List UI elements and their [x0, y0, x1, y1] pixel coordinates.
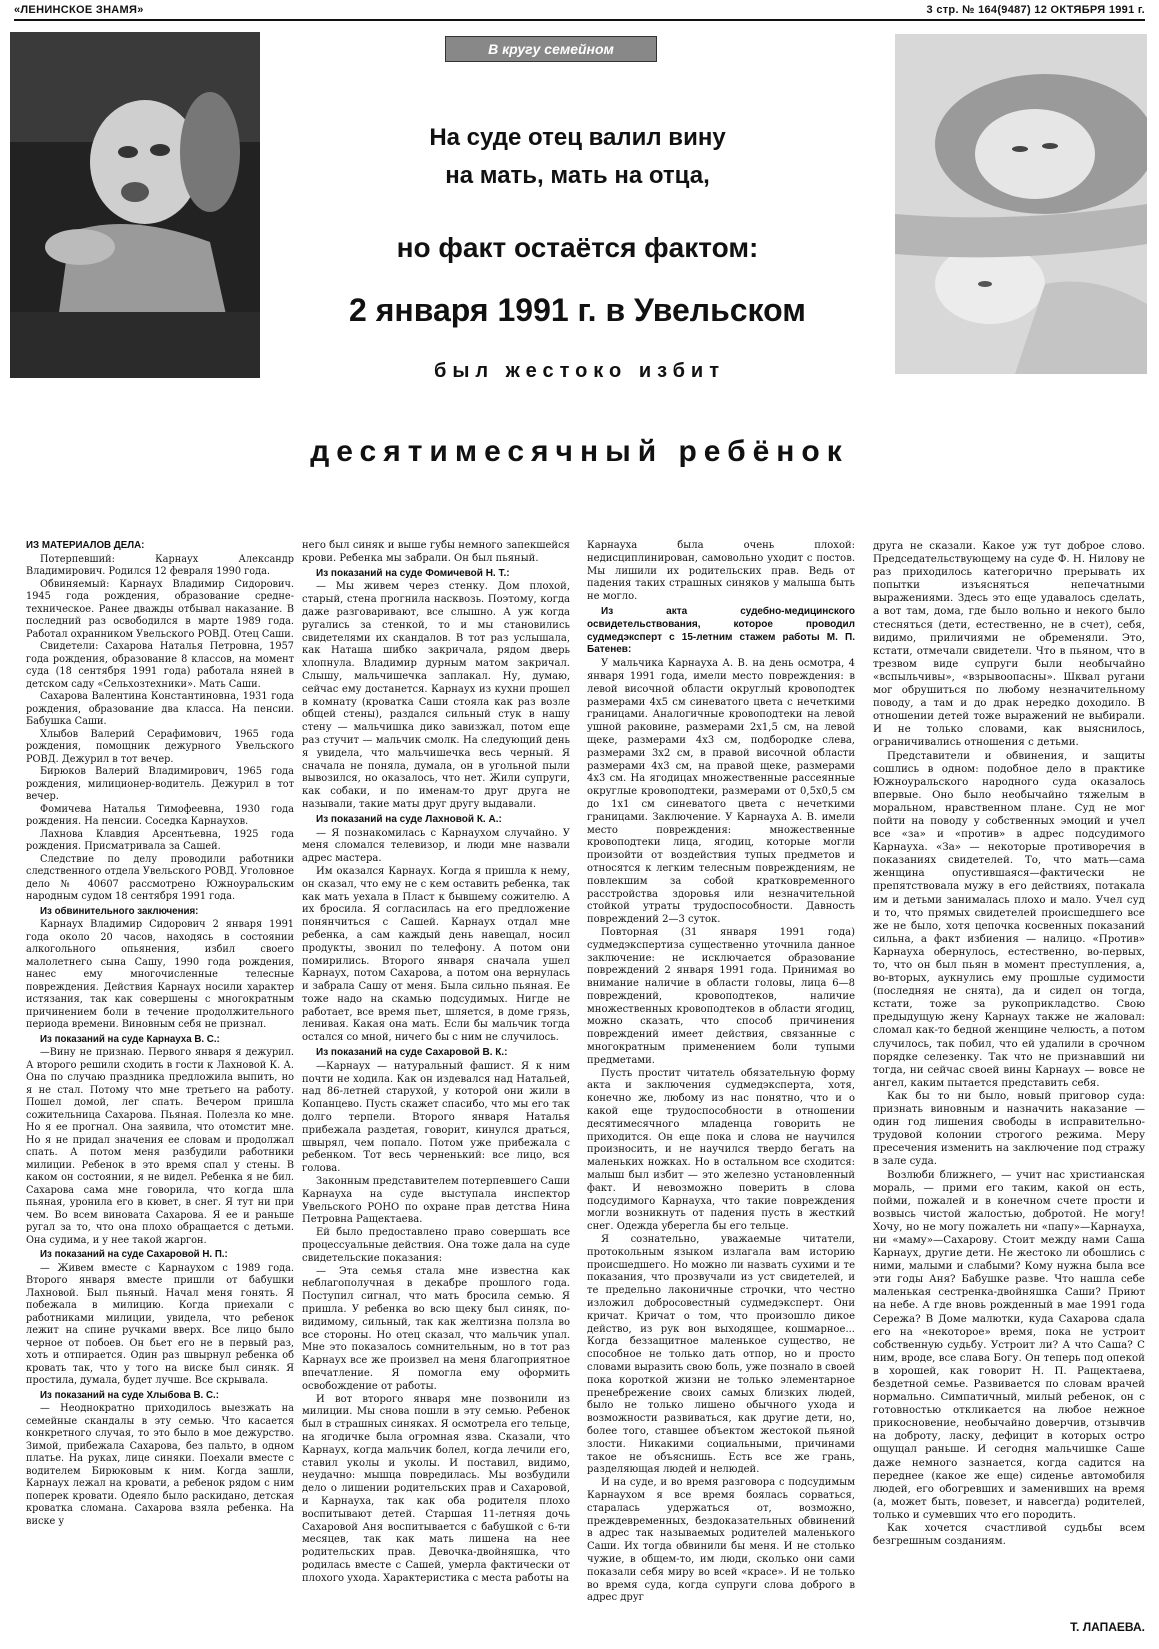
headline-line-5: был жестоко избит: [433, 360, 726, 382]
section-heading: Из показаний на суде Хлыбова В. С.:: [40, 1389, 219, 1401]
paragraph: Как хочется счастливой судьбы всем безгрешным созданиям.: [873, 1522, 1145, 1548]
paragraph: Пусть простит читатель обязательную форму акта и заключения судмедэксперта, хотя, конечно же, любому из нас понятно, что и о какой еще трудоспособности в отношении десятимесячного младенца говорить не приходится. Он еще пока и слова не научился произносить, и не научился твердо бегать на маленьких ножках. Но в остальном все сходится: малыш был избит — это железно установленный факт. И невозможно поверить в слова подсудимого Карнауха, что такие повреждения могли возникнуть от падения пусть в жесткий снег. Одежда уберегла бы его тельце.: [587, 1067, 855, 1233]
masthead: [14, 4, 1145, 20]
paragraph: — Живем вместе с Карнаухом с 1989 года. Второго января вместе пришли от бабушки Лахновой. Был пьяный. Начал меня гонять. Я побежала в милицию. Когда приехали с работниками милиции, увидела, что ребенок лежит на спине ручками вверх. Все лицо было черное от побоев. Он бьет его не в первый раз, хоть и отпирается. Один раз швырнул ребенка об кровать так, что у того на виске был синяк. Я простила, думала, будет лучше. Все скрывала.: [26, 1262, 294, 1386]
paragraph: Повторная (31 января 1991 года) судмедэкспертиза существенно уточнила данное заключение: не исключается образование повреждений 2 января 1991 года. Принимая во внимание наличие в области головы, лица 6—8 повреждений, кровоподтеков, наличие множественных кровоподтеков в области ягодиц, можно сказать, что способ причинения повреждений имеет действия, связанные с многократным применением боли тупыми предметами.: [587, 926, 855, 1066]
article-column-3: [587, 540, 855, 1605]
paragraph: Законным представителем потерпевшего Саши Карнауха на суде выступала инспектор Увельского РОНО по охране прав детства Нина Петровна Ращектаева.: [302, 1176, 570, 1226]
paragraph: Сахарова Валентина Константиновна, 1931 года рождения, образование два класса. На пенсии. Бабушка Саши.: [26, 691, 294, 727]
paragraph: Им оказался Карнаух. Когда я пришла к нему, он сказал, что ему не с кем оставить ребенка, так как мать уехала в Пласт к бывшему сожителю. А их бросила. Я согласилась на его предложение понянчиться с Сашей. Карнаух отдал мне ребенка, а сам каждый день навещал, носил продукты, звонил по телефону. А потом они помирились. Второго января сначала ушел Карнаух, потом Сахарова, а потом она вернулась и забрала Сашу от меня. Была сильно пьяная. Ее тоже надо на скамью подсудимых. Нигде не работает, все время пьет, шляется, в доме грязь, ленивая. Какая она мать. Если бы мальчик тогда остался со мной, ничего бы с ним не случилось.: [302, 865, 570, 1044]
paragraph: Лахнова Клавдия Арсентьевна, 1925 года рождения. Присматривала за Сашей.: [26, 828, 294, 852]
article-column-4: [873, 540, 1145, 1548]
section-heading: ИЗ МАТЕРИАЛОВ ДЕЛА:: [26, 540, 145, 551]
paragraph: Потерпевший: Карнаух Александр Владимирович. Родился 12 февраля 1990 года.: [26, 553, 294, 577]
paragraph: Свидетели: Сахарова Наталья Петровна, 1957 года рождения, образование 8 классов, на момент суда (18 сентября 1991 года) работала няней в детском саду «Сельхозтехники». Мать Саши.: [26, 641, 294, 690]
paragraph: —Карнаух — натуральный фашист. Я к ним почти не ходила. Как он издевался над Натальей, над 86-летней старухой, у которой они жили в Копанцево. Пусть скажет спасибо, что мы его так долго терпели. Второго января Наталья прибежала раздетая, говорит, кинулся драться, швырял, чем попало. Потом уже прибежала с ребенком. Тот весь черненький: все лицо, вся голова.: [302, 1060, 570, 1175]
masthead-rule: [14, 19, 1145, 21]
paragraph: — Я познакомилась с Карнаухом случайно. У меня сломался телевизор, и люди мне назвали адрес мастера.: [302, 827, 570, 865]
paragraph: — Эта семья стала мне известна как неблагополучная в декабре прошлого года. Поступил сигнал, что мать бросила семью. Я пришла. У ребенка во всю щеку был синяк, по-видимому, сильный, так как желтизна ползла во все стороны. Но отец сказал, что мальчик упал. Мне это показалось сомнительным, но в тот раз Карнаух все же произвел на меня благоприятное впечатление. Я помогла ему оформить освобождение от работы.: [302, 1265, 570, 1392]
section-rubric: В кругу семейном: [445, 36, 657, 62]
paragraph: Как бы то ни было, новый приговор суда: признать виновным и назначить наказание — один год лишения свободы в исправительно-трудовой колонии строгого режима. Меру пресечения изменить на заключение под стражу в зале суда.: [873, 1089, 1145, 1168]
headline-line-1: На суде отец валил вину: [429, 124, 726, 151]
paragraph: — Мы живем через стенку. Дом плохой, старый, стена прогнила насквозь. Поэтому, когда даже разговаривают, все слышно. А уж когда ругались за стенкой, то и мы становились свидетелями их скандалов. В тот раз услышала, как Наташа шибко закричала, рядом дверь хлопнула. Владимир дурным матом закричал. Слышу, мальчишечка заплакал. Ну, думаю, сейчас ему достанется. Карнаух из кухни прошел в комнату (кроватка Саши стояла как раз возле общей стены), раздался сильный стук в нашу стену — мальчишка дико завизжал, потом еще раз стучит — мальчик смолк. На следующий день я увидела, что мальчишечка весь черный. Я сначала не поняла, думала, он в угольной пыли вывозился, но оказалось, что нет. Жили супруги, как собаки, и по именам-то друг друга не называли, такие маты друг другу выдавали.: [302, 581, 570, 810]
headline-main: десятимесячный ребёнок: [310, 435, 849, 468]
newspaper-name: «ЛЕНИНСКОЕ ЗНАМЯ»: [14, 4, 144, 16]
article-column-2: [302, 540, 570, 1586]
photo-baby-crying: [10, 32, 260, 378]
paragraph: Представители и обвинения, и защиты сошлись в одном: подобное дело в практике Южноуральского народного суда оказалось впервые. Оно было необычайно тяжелым в моральном, нравственном плане. Суд не мог пойти на поводу у собственных эмоций и учел все «за» и «против» в адрес подсудимого Карнауха. «За» — некоторые противоречия в показаниях свидетелей. То, что мать—сама женщина опустившаяся—фактически не препятствовала мужу в его действиях, потакала им и детьми занималась плохо и мало. Учел суд и то, что прямых свидетелей происшедшего все же не было, хотя цепочка косвенных показаний сильна, а факт избиения — налицо. «Против» Карнауха обернулось, естественно, во-первых, то, что он был пьян в момент преступления, а, во-вторых, аукнулись ему прошлые судимости (последняя не снята), да и сидел он тогда, кстати, тоже за рукоприкладство. Свою предыдущую жену Карнаух также не жаловал: сломал как-то бедной женщине челюсть, а потом случилось, так побил, что ей удалили в срочном порядке селезенку. Так что не признавший ни тогда, ни сейчас своей вины Карнаух — вовсе не ангел, каким пытается представить себя.: [873, 749, 1145, 1089]
section-heading: Из обвинительного заключения:: [40, 905, 199, 917]
paragraph: Ей было предоставлено право совершать все процессуальные действия. Она тоже дала на суде свидетельские показания:: [302, 1227, 570, 1264]
paragraph: него был синяк и выше губы немного запекшейся крови. Ребенка мы забрали. Он был пьяный.: [302, 540, 570, 564]
paragraph: — Неоднократно приходилось выезжать на семейные скандалы в эту семью. Что касается конкретного случая, то это было в мое дежурство. Зимой, прибежала Сахарова, без пальто, в одном платье. На руках, лице синяки. Поехали вместе с водителем Бирюковым к ним. Когда зашли, Карнаух лежал на кровати, а ребенок рядом с ним поперек кровати. Одеяло было раскидано, детская кроватка сломана. Сахарова взяла ребенка. На виске у: [26, 1403, 294, 1527]
section-heading: Из показаний на суде Карнауха В. С.:: [40, 1033, 220, 1045]
paragraph: Следствие по делу проводили работники следственного отдела Увельского РОВД. Уголовное дело № 40607 рассмотрено Южноуральским народным судом 18 сентября 1991 года.: [26, 853, 294, 902]
photo-children-sleeping: [895, 34, 1147, 374]
paragraph: И вот второго января мне позвонили из милиции. Мы снова пошли в эту семью. Ребенок был в страшных синяках. Я осмотрела его тельце, на ягодичке была огромная язва. Сказали, что Карнаух, когда мальчик болел, когда лечили его, ставил уколы и уколы. И поставил, видимо, неудачно: мышца повредилась. Мы возбудили дело о лишении родительских прав и Сахаровой, и Карнауха, так как оба родителя плохо воспитывают детей. Старшая 11-летняя дочь Сахаровой Аня воспитывается с бабушкой с 6-ти месяцев, так как мать лишена на нее родительских прав. Девочка-двойняшка, что родилась вместе с Сашей, умерла фактически от плохого ухода. Характеристика с места работы на: [302, 1393, 570, 1584]
paragraph: друга не сказали. Какое уж тут доброе слово. Председательствующему на суде Ф. Н. Нилову не раз приходилось категорично прерывать их попытки изъясняться непечатными выражениями. Здесь это еще удавалось сделать, а вот там, дома, где было вольно и некого было стесняться (дети, естественно, не в счет), себя, видимо, приличиями не обременяли. Это, кстати, отмечали свидетели. Что в пьяном, что в трезвом виде супруги были необычайно «вспыльчивы», «взрывоопасны». Шквал ругани мог обрушиться по любому незначительному поводу, а там и до драк нередко доходило. В отношении детей тоже выражений не выбирали. И не только словами, как выяснилось, ограничивались отношения с детьми.: [873, 540, 1145, 749]
article-column-1: [26, 540, 294, 1528]
paragraph: Карнауха была очень плохой: недисциплинирован, самовольно уходит с постов. Мы лишили их родительских прав. Ведь от падения таких страшных синяков у малыша быть не могло.: [587, 540, 855, 603]
section-heading: Из показаний на суде Сахаровой Н. П.:: [40, 1249, 228, 1260]
section-heading: Из показаний на суде Сахаровой В. К.:: [316, 1047, 508, 1059]
paragraph: И на суде, и во время разговора с подсудимым Карнаухом я все время боялась сорваться, старалась удержаться от, возможно, преждевременных, бездоказательных обвинений в адрес так называемых родителей маленького Саши. Их тогда обвинили бы меня. И не столько чужие, в общем-то, им люди, сколько они сами показали себя миру во всей «красе». И не только во время суда, когда супруги слова доброго в адрес друг: [587, 1477, 855, 1604]
paragraph: У мальчика Карнауха А. В. на день осмотра, 4 января 1991 года, имели место повреждения: в левой височной области округлый кровоподтек размерами 4х5 см синеватого цвета с нечеткими границами. Аналогичные кровоподтеки на левой ушной раковине, размерами 2х1,5 см, на левой щеке, размерами 4х3 см, подбородке слева, размерами 3х2 см, в правой височной области размерами 4х3 см, на правой щеке, размерами 4х3 см. На ягодицах множественные рассеянные округлые кровоподтеки, размерами от 0,5х0,5 см до 1х1 см синеватого цвета с нечеткими границами. Заключение. У Карнауха А. В. имели место повреждения: множественные кровоподтеки лица, ягодиц, которые могли произойти от воздействия тупых предметов и относятся к легким телесным повреждениям, не повлекшим за собой кратковременного расстройства здоровья или незначительной стойкой утраты трудоспособности. Давность повреждений 2—3 суток.: [587, 658, 855, 926]
paragraph: Карнаух Владимир Сидорович 2 января 1991 года около 20 часов, находясь в состоянии алкогольного опьянения, избил своего малолетнего сына Сашу, 1990 года рождения, нанес ему многочисленные телесные повреждения. Действия Карнаух носили характер истязания, так как совершены с многократным причинением боли в течение продолжительного периода времени. Виновным себя не признал.: [26, 919, 294, 1030]
section-heading: Из показаний на суде Фомичевой Н. Т.:: [316, 567, 510, 579]
issue-info: 3 стр. № 164(9487) 12 ОКТЯБРЯ 1991 г.: [926, 4, 1145, 16]
author-signature: Т. ЛАПАЕВА.: [1070, 1620, 1145, 1634]
paragraph: —Вину не признаю. Первого января я дежурил. А второго решили сходить в гости к Лахновой К. А. Она по случаю праздника предложила выпить, но я не стал. Потому что мне третьего на работу. Пошел домой, лег спать. Вечером пришла сожительница Сахарова. Пьяная. Полезла ко мне. Но я ее прогнал. Она заявила, что отомстит мне. Но я не придал значения ее словам и продолжал спать. А потом меня разбудили работники милиции. Ребенок в это время спал у стены. В каком он состоянии, я не видел. Ребенка я не бил. Сахарова сама мне говорила, что когда шла пьяная, уронила его в кювет, в снег. Я тут ни при чем. Во всем виновата Сахарова. Я ее и раньше ругал за то, что она плохо обращается с детьми. Она судима, и у нее такой жаргон.: [26, 1047, 294, 1246]
paragraph: Я сознательно, уважаемые читатели, протокольным языком излагала вам историю происшедшего. Но можно ли назвать сухими и те показания, что прозвучали из уст свидетелей, и те предельно лаконичные строчки, что честно изложил добросовестный судмедэксперт. Они кричат. Кричат о том, что произошло дикое действо, из рук вон выходящее, кошмарное... Когда беззащитное маленькое существо, не способное не только дать отпор, но и просто словами выразить свою боль, уже познало в своей пока короткой жизни не только элементарное пренебрежение своих самых близких людей, было не только лишено обычного ухода и возможности развиваться, как другие дети, но, более того, ставшее объектом жестокой пьяной злости. Никакими социальными, причинами такое не объяснишь. Есть все же грань, разделяющая людей и нелюдей.: [587, 1234, 855, 1476]
headline-line-2: на мать, мать на отца,: [445, 162, 710, 189]
paragraph: Возлюби ближнего, — учит нас христианская мораль, — прими его таким, какой он есть, пойми, пожалей и в конечном счете прости и возвысь чистой жалостью, добротой. Не могу! Хочу, но не могу пожалеть ни «папу»—Карнауха, ни «маму»—Сахарову. Стоит между нами Саша Карнаух, другие дети. Не жестоко ли обошлись с ними, малыми и слабыми? Кому нужна была все эти годы Аня? Бабушке разве. Что нашла себе маленькая сестренка-двойняшка Саши? Приют на небе. А где вновь рожденный в мае 1991 года Сережа? В Доме малютки, куда Сахарова сдала его на «некоторое» время, пока не устроит собственную судьбу. Устроит ли? А что Саша? С ним, вроде, все слава Богу. Он теперь под опекой в хорошей, как говорит Н. П. Ращектаева, бездетной семье. Развивается по словам врачей нормально. Симпатичный, милый ребенок, он с готовностью откликается на любое нежное прикосновение, необычайно доверчив, отзывчив на доброту, ласку, дефицит в которых остро ощущал раньше. И сегодня мальчишке Саше даже немного зазнается, когда садится на переднее (какое же еще) сиденье автомобиля людей, его обогревших и заменивших на время (а, может быть, повезет, и навсегда) родителей, только и сумевших что его породить.: [873, 1168, 1145, 1521]
paragraph: Бирюков Валерий Владимирович, 1965 года рождения, милиционер-водитель. Дежурил в тот вечер.: [26, 766, 294, 802]
section-heading: Из показаний на суде Лахновой К. А.:: [316, 813, 502, 825]
paragraph: Обвиняемый: Карнаух Владимир Сидорович. 1945 года рождения, образование средне-техническое. Ранее дважды отбывал наказание. В последний раз освободился в марте 1989 года. Работал охранником Увельского РОВД. Отец Саши.: [26, 578, 294, 640]
section-heading: Из акта судебно-медицинского освидетельствования, которое проводил судмедэксперт с 15-летним стажем работы М. П. Батенев:: [587, 605, 855, 656]
paragraph: Фомичева Наталья Тимофеевна, 1930 года рождения. На пенсии. Соседка Карнаухов.: [26, 803, 294, 827]
paragraph: Хлыбов Валерий Серафимович, 1965 года рождения, помощник дежурного Увельского РОВД. Дежурил в тот вечер.: [26, 728, 294, 765]
headline-line-3: но факт остаётся фактом:: [396, 232, 759, 263]
headline-line-4: 2 января 1991 г. в Увельском: [349, 292, 806, 328]
